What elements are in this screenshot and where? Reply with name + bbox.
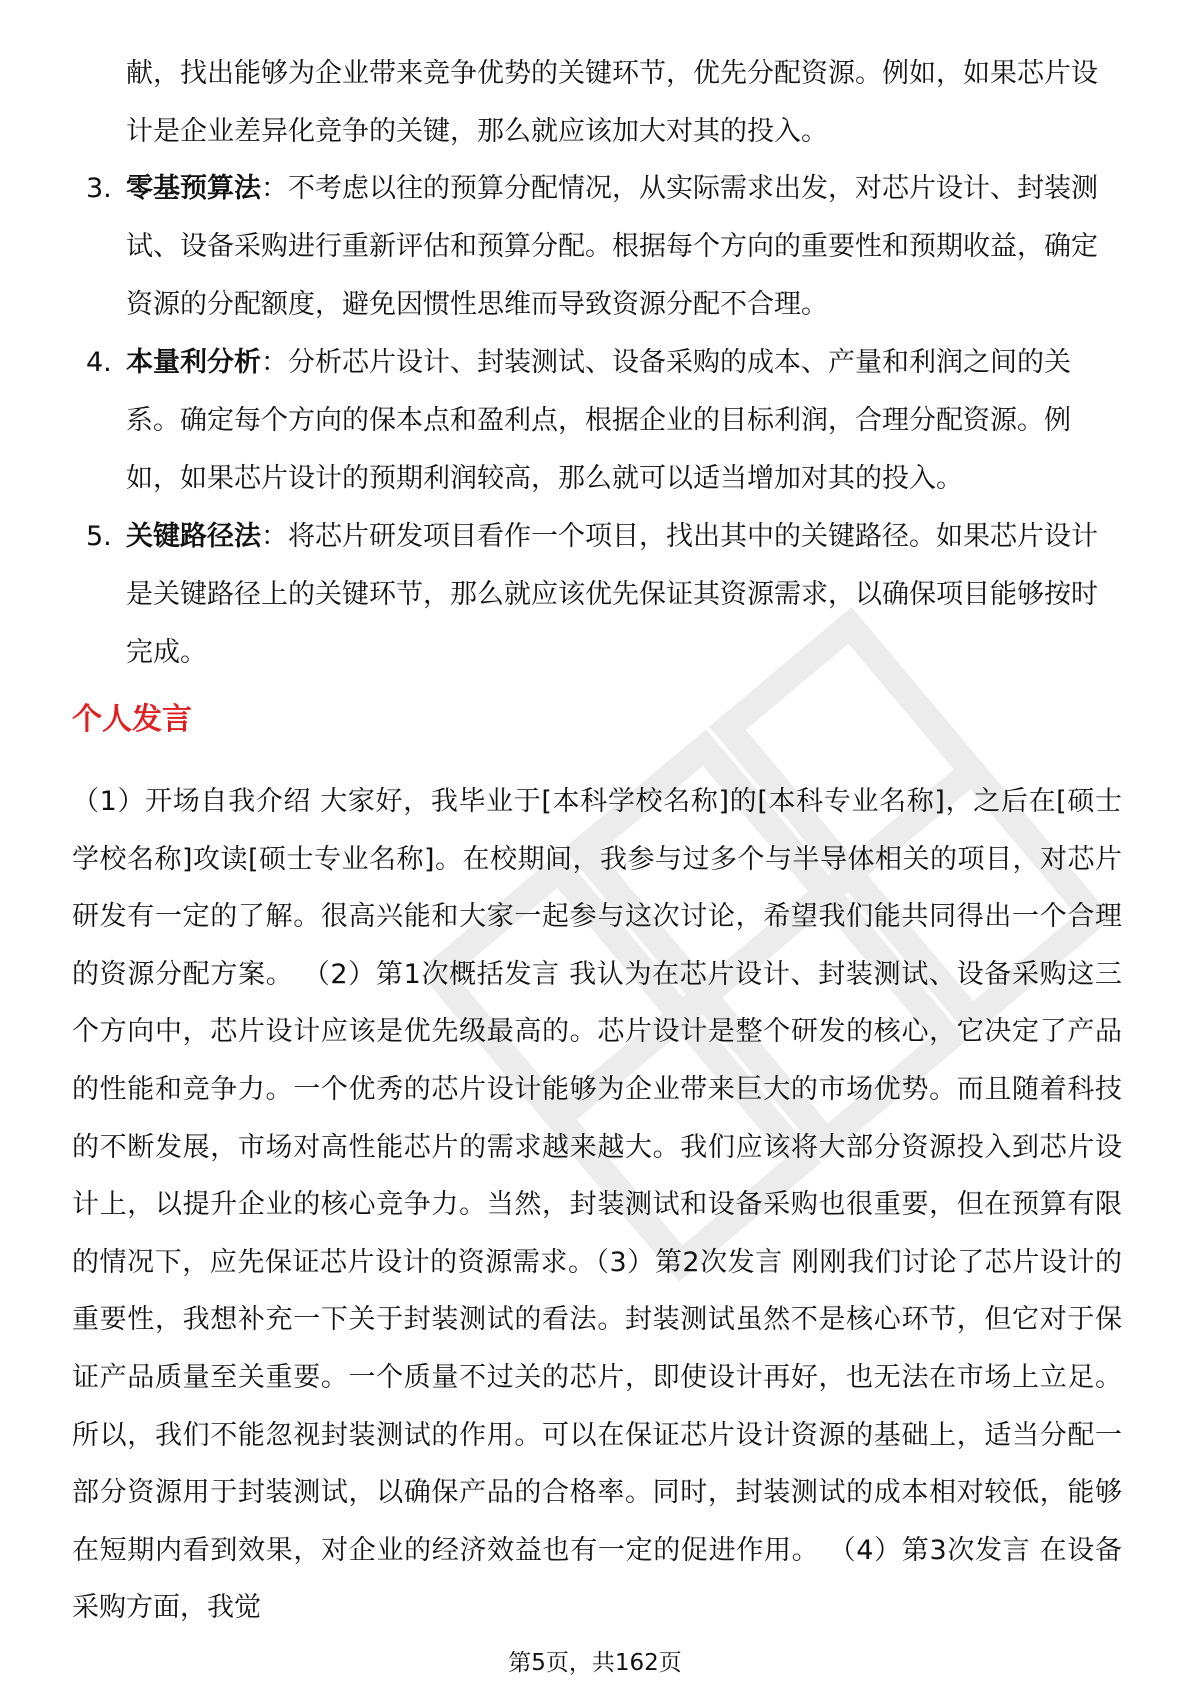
list-item-term: 本量利分析	[126, 347, 261, 378]
list-item-separator: ：	[261, 521, 288, 552]
list-item-body: 分析芯片设计、封装测试、设备采购的成本、产量和利润之间的关系。确定每个方向的保本点和盈利点，根据企业的目标利润，合理分配资源。例如，如果芯片设计的预期利润较高，那么就可以适当增加对其的投入。	[126, 347, 1071, 494]
list-item-number: 3.	[86, 173, 112, 204]
list-item-body: 将芯片研发项目看作一个项目，找出其中的关键路径。如果芯片设计是关键路径上的关键环节，那么就应该优先保证其资源需求，以确保项目能够按时完成。	[126, 521, 1098, 668]
list-item-separator: ：	[261, 347, 288, 378]
method-list	[0, 160, 1190, 682]
page-number-footer: 第5页，共162页	[508, 1650, 682, 1676]
list-item-term: 关键路径法	[126, 521, 261, 552]
list-item	[0, 508, 1116, 682]
list-item	[0, 334, 1116, 508]
list-item-number: 4.	[86, 347, 112, 378]
speech-paragraph: （1）开场自我介绍 大家好，我毕业于[本科学校名称]的[本科专业名称]，之后在[硕士学校名称]攻读[硕士专业名称]。在校期间，我参与过多个与半导体相关的项目，对芯片研发有一定的了解。很高兴能和大家一起参与这次讨论，希望我们能共同得出一个合理的资源分配方案。 （2）第1次概括发言 我认为在芯片设计、封装测试、设备采购这三个方向中，芯片设计应该是优先级最高的。芯片设计是整个研发的核心，它决定了产品的性能和竞争力。一个优秀的芯片设计能够为企业带来巨大的市场优势。而且随着科技的不断发展，市场对高性能芯片的需求越来越大。我们应该将大部分资源投入到芯片设计上，以提升企业的核心竞争力。当然，封装测试和设备采购也很重要，但在预算有限的情况下，应先保证芯片设计的资源需求。（3）第2次发言 刚刚我们讨论了芯片设计的重要性，我想补充一下关于封装测试的看法。封装测试虽然不是核心环节，但它对于保证产品质量至关重要。一个质量不过关的芯片，即使设计再好，也无法在市场上立足。所以，我们不能忽视封装测试的作用。可以在保证芯片设计资源的基础上，适当分配一部分资源用于封装测试，以确保产品的合格率。同时，封装测试的成本相对较低，能够在短期内看到效果，对企业的经济效益也有一定的促进作用。 （4）第3次发言 在设备采购方面，我觉	[72, 786, 1122, 1624]
continuation-paragraph: 献，找出能够为企业带来竞争优势的关键环节，优先分配资源。例如，如果芯片设计是企业差异化竞争的关键，那么就应该加大对其的投入。	[126, 58, 1098, 147]
list-item-separator: ：	[261, 173, 288, 204]
section-heading: 个人发言	[72, 702, 192, 737]
list-item-term: 零基预算法	[126, 173, 261, 204]
list-item-body: 不考虑以往的预算分配情况，从实际需求出发，对芯片设计、封装测试、设备采购进行重新评估和预算分配。根据每个方向的重要性和预期收益，确定资源的分配额度，避免因惯性思维而导致资源分配不合理。	[126, 173, 1098, 320]
list-item-number: 5.	[86, 521, 112, 552]
list-item	[0, 160, 1116, 334]
